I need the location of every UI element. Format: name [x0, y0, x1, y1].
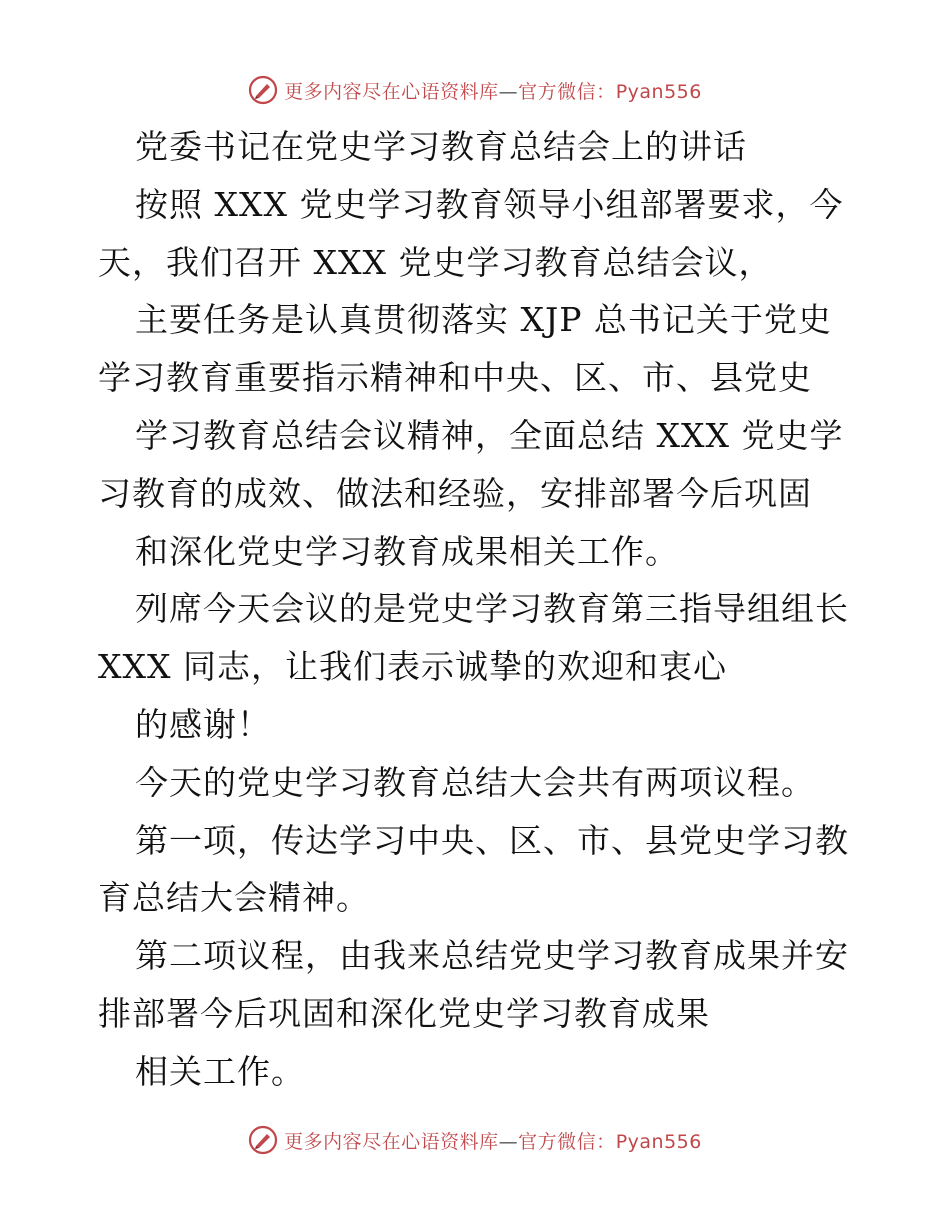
banner-contact-id: Pyan556	[615, 1130, 702, 1153]
document-line: 学习教育重要指示精神和中央、区、市、县党史	[98, 358, 812, 398]
footer-banner	[0, 1120, 950, 1160]
document-line: 相关工作。	[135, 1051, 305, 1091]
header-banner	[0, 70, 950, 110]
document-line: 天，我们召开 XXX 党史学习教育总结会议，	[98, 242, 773, 282]
document-line: 主要任务是认真贯彻落实 XJP 总书记关于党史	[135, 300, 832, 340]
banner-text	[284, 77, 702, 104]
pen-circle-logo-icon	[248, 75, 278, 105]
document-body	[98, 118, 858, 1101]
banner-separator: —	[498, 80, 519, 103]
document-line: 排部署今后巩固和深化党史学习教育成果	[98, 993, 710, 1033]
banner-contact-label: 官方微信：	[518, 80, 616, 103]
document-line: 的感谢！	[135, 704, 271, 744]
document-line: 列席今天会议的是党史学习教育第三指导组组长	[135, 589, 849, 629]
document-line: 和深化党史学习教育成果相关工作。	[135, 531, 679, 571]
banner-text	[284, 1127, 702, 1154]
banner-contact-id: Pyan556	[615, 80, 702, 103]
document-line: 第二项议程，由我来总结党史学习教育成果并安	[135, 936, 849, 976]
document-line: 学习教育总结会议精神，全面总结 XXX 党史学	[135, 415, 844, 455]
document-line: 党委书记在党史学习教育总结会上的讲话	[135, 127, 747, 166]
banner-contact-label: 官方微信：	[518, 1130, 616, 1153]
banner-site-text: 更多内容尽在心语资料库	[284, 1130, 499, 1153]
banner-site-text: 更多内容尽在心语资料库	[284, 80, 499, 103]
document-line: 第一项，传达学习中央、区、市、县党史学习教	[135, 820, 849, 860]
document-line: 习教育的成效、做法和经验，安排部署今后巩固	[98, 473, 812, 513]
document-line: 按照 XXX 党史学习教育领导小组部署要求，今	[135, 184, 844, 224]
banner-separator: —	[498, 1130, 519, 1153]
document-line: 育总结大会精神。	[98, 878, 370, 918]
document-line: XXX 同志，让我们表示诚挚的欢迎和衷心	[98, 647, 727, 687]
document-line: 今天的党史学习教育总结大会共有两项议程。	[135, 762, 815, 802]
pen-circle-logo-icon	[248, 1125, 278, 1155]
